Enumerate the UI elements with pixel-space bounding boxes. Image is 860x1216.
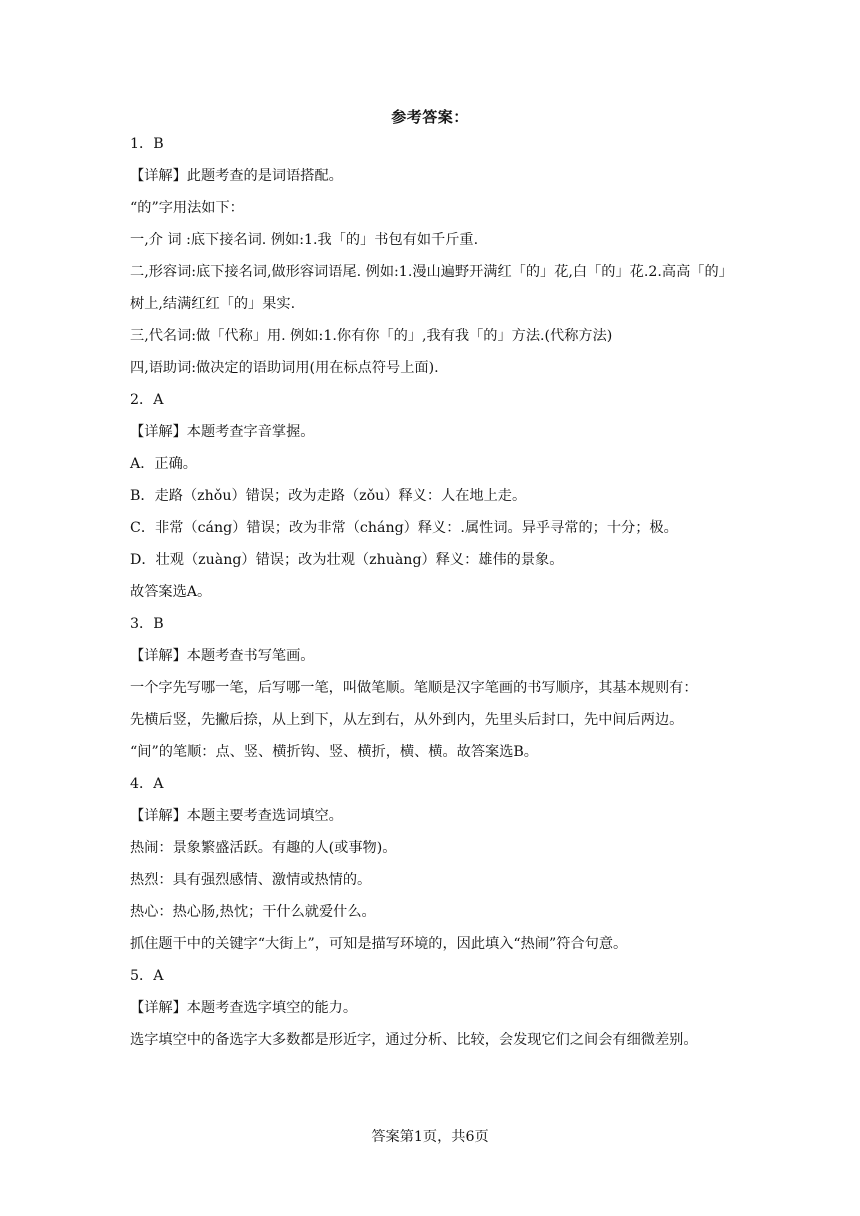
text-line: 热心：热心肠,热忱；干什么就爱什么。 [130, 904, 376, 920]
option-line: D．壮观（zuàng）错误；改为壮观（zhuàng）释义：雄伟的景象。 [130, 552, 564, 568]
answer-number: 4．A [130, 776, 164, 792]
page-footer: 答案第1页，共6页 [371, 1129, 489, 1145]
text-line: 三,代名词:做「代称」用. 例如:1.你有你「的」,我有我「的」方法.(代称方法) [130, 328, 613, 344]
text-line: 一个字先写哪一笔，后写哪一笔，叫做笔顺。笔顺是汉字笔画的书写顺序，其基本规则有： [130, 680, 698, 696]
explanation-heading: 【详解】本题考查选字填空的能力。 [130, 1000, 358, 1016]
explanation-heading: 【详解】本题主要考查选词填空。 [130, 808, 343, 824]
text-line: 选字填空中的备选字大多数都是形近字，通过分析、比较，会发现它们之间会有细微差别。 [130, 1032, 698, 1048]
explanation-heading: 【详解】此题考查的是词语搭配。 [130, 168, 343, 184]
text-line: 一,介 词 :底下接名词. 例如:1.我「的」书包有如千斤重. [130, 232, 479, 248]
text-line: 热烈：具有强烈感情、激情或热情的。 [130, 872, 372, 888]
text-line: 先横后竖，先撇后捺，从上到下，从左到右，从外到内，先里头后封口，先中间后两边。 [130, 712, 684, 728]
text-line: 树上,结满红红「的」果实. [130, 296, 296, 312]
answer-content [130, 134, 742, 1050]
explanation-heading: 【详解】本题考查字音掌握。 [130, 424, 315, 440]
text-line: 热闹：景象繁盛活跃。有趣的人(或事物)。 [130, 840, 397, 856]
answer-number: 5．A [130, 968, 164, 984]
option-line: C．非常（cáng）错误；改为非常（cháng）释义：.属性词。异乎寻常的；十分；极。 [130, 520, 678, 536]
page-title: 参考答案： [391, 108, 469, 126]
option-line: B．走路（zhǒu）错误；改为走路（zǒu）释义：人在地上走。 [130, 488, 527, 504]
text-line: “的”字用法如下： [130, 200, 244, 216]
text-line: 四,语助词:做决定的语助词用(用在标点符号上面). [130, 360, 439, 376]
answer-number: 2．A [130, 392, 164, 408]
text-line: 二,形容词:底下接名词,做形容词语尾. 例如:1.漫山遍野开满红「的」花,白「的」花.2.高高「的」 [130, 264, 733, 280]
explanation-heading: 【详解】本题考查书写笔画。 [130, 648, 315, 664]
option-line: A．正确。 [130, 456, 197, 472]
answer-number: 3．B [130, 616, 164, 632]
text-line: 抓住题干中的关键字“大街上”，可知是描写环境的，因此填入“热闹”符合句意。 [130, 936, 628, 952]
text-line: 故答案选A。 [130, 584, 212, 600]
text-line: “间”的笔顺：点、竖、横折钩、竖、横折，横、横。故答案选B。 [130, 744, 538, 760]
answer-number: 1．B [130, 136, 164, 152]
